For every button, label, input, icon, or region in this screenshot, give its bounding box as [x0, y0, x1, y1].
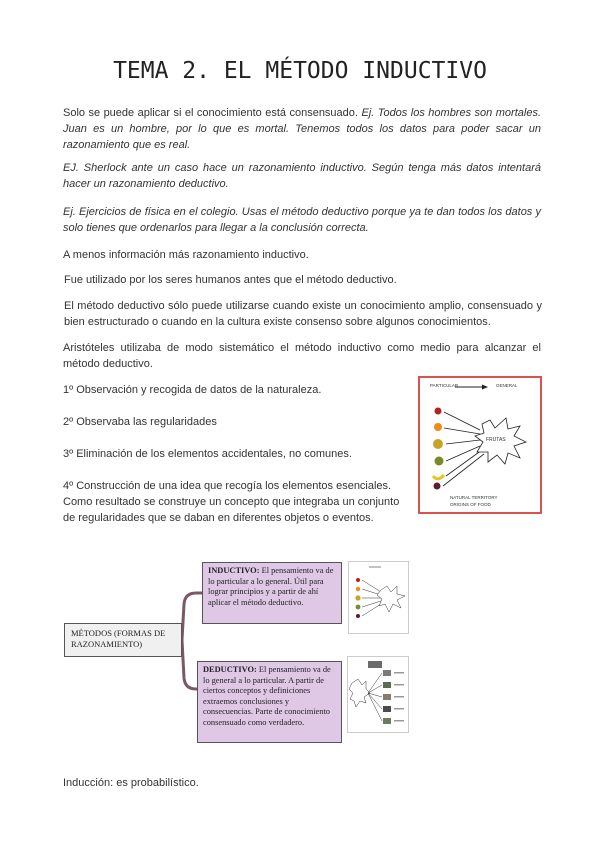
paragraph-used-before: Fue utilizado por los seres humanos antes que el método deductivo. — [64, 274, 397, 286]
deductivo-heading: DEDUCTIVO: — [203, 665, 257, 674]
inductivo-box — [202, 562, 342, 624]
deductive-thumbnail — [347, 656, 409, 733]
image-label-bottom-1: NATURAL TERRITORY — [450, 495, 498, 500]
image-label-particular: PARTICULAR — [430, 383, 459, 388]
image-label-bottom-2: ORIGINS OF FOOD — [450, 502, 491, 507]
paragraph-deductive-use: El método deductivo sólo puede utilizarse cuando existe un conocimiento amplio, consensuado y bien estructurado o cuando en la cultura existe consenso sobre algunos conocimientos. — [64, 300, 542, 328]
paragraph-sherlock: EJ. Sherlock ante un caso hace un razonamiento inductivo. Según tenga más datos intentará hacer un razonamiento deductivo. — [63, 162, 541, 190]
step-result-1: Como resultado se construye un concepto que integraba un conjunto — [63, 496, 400, 508]
step-3: 3º Eliminación de los elementos accidentales, no comunes. — [63, 448, 352, 460]
deductive-thumbnail-graphic — [348, 657, 408, 732]
inductive-reasoning-image — [418, 376, 542, 514]
paragraph-physics: Ej. Ejercicios de física en el colegio. Usas el método deductivo porque ya te dan todos los datos y solo tienes que ordenarlos para llegar a la conclusión correcta. — [63, 206, 541, 234]
step-result-2: de regularidades que se daban en diferentes objetos o eventos. — [63, 512, 374, 524]
page-title: TEMA 2. EL MÉTODO INDUCTIVO — [113, 58, 487, 84]
fruit-arrows-graphic — [420, 378, 540, 512]
image-label-frutas: FRUTAS — [486, 437, 506, 443]
inductivo-text: El pensamiento va de lo particular a lo general. Útil para lograr principios y a partir de ahí aplicar el método deductivo. — [208, 566, 334, 607]
deductivo-box — [197, 661, 342, 743]
inductive-thumbnail — [348, 561, 409, 634]
paragraph-aristotle: Aristóteles utilizaba de modo sistemático el método inductivo como medio para alcanzar el método deductivo. — [63, 342, 541, 370]
step-1: 1º Observación y recogida de datos de la naturaleza. — [63, 384, 322, 396]
deductivo-text: El pensamiento va de lo general a lo particular. A partir de ciertos conceptos y definiciones extraemos conclusiones y consecuencias. Parte de conocimiento consensuado como verdadero. — [203, 665, 331, 727]
footer-note: Inducción: es probabilístico. — [63, 777, 199, 789]
paragraph-consensus — [63, 105, 541, 153]
paragraph-less-info: A menos información más razonamiento inductivo. — [63, 249, 309, 261]
paragraph-consensus-text: Solo se puede aplicar si el conocimiento está consensuado. — [63, 107, 358, 119]
inductivo-heading: INDUCTIVO: — [208, 566, 260, 575]
image-label-general: GENERAL — [496, 383, 518, 388]
step-4: 4º Construcción de una idea que recogía los elementos esenciales. — [63, 480, 392, 492]
paragraph-consensus-example: Ej. Todos los hombres son mortales. Juan es un hombre, por lo que es mortal. Tenemos todos los datos para poder sacar un razonamiento que es real. — [63, 107, 541, 151]
methods-box: MÉTODOS (FORMAS DE RAZONAMIENTO) — [64, 623, 182, 657]
step-2: 2º Observaba las regularidades — [63, 416, 217, 428]
inductive-thumbnail-graphic — [349, 562, 408, 633]
